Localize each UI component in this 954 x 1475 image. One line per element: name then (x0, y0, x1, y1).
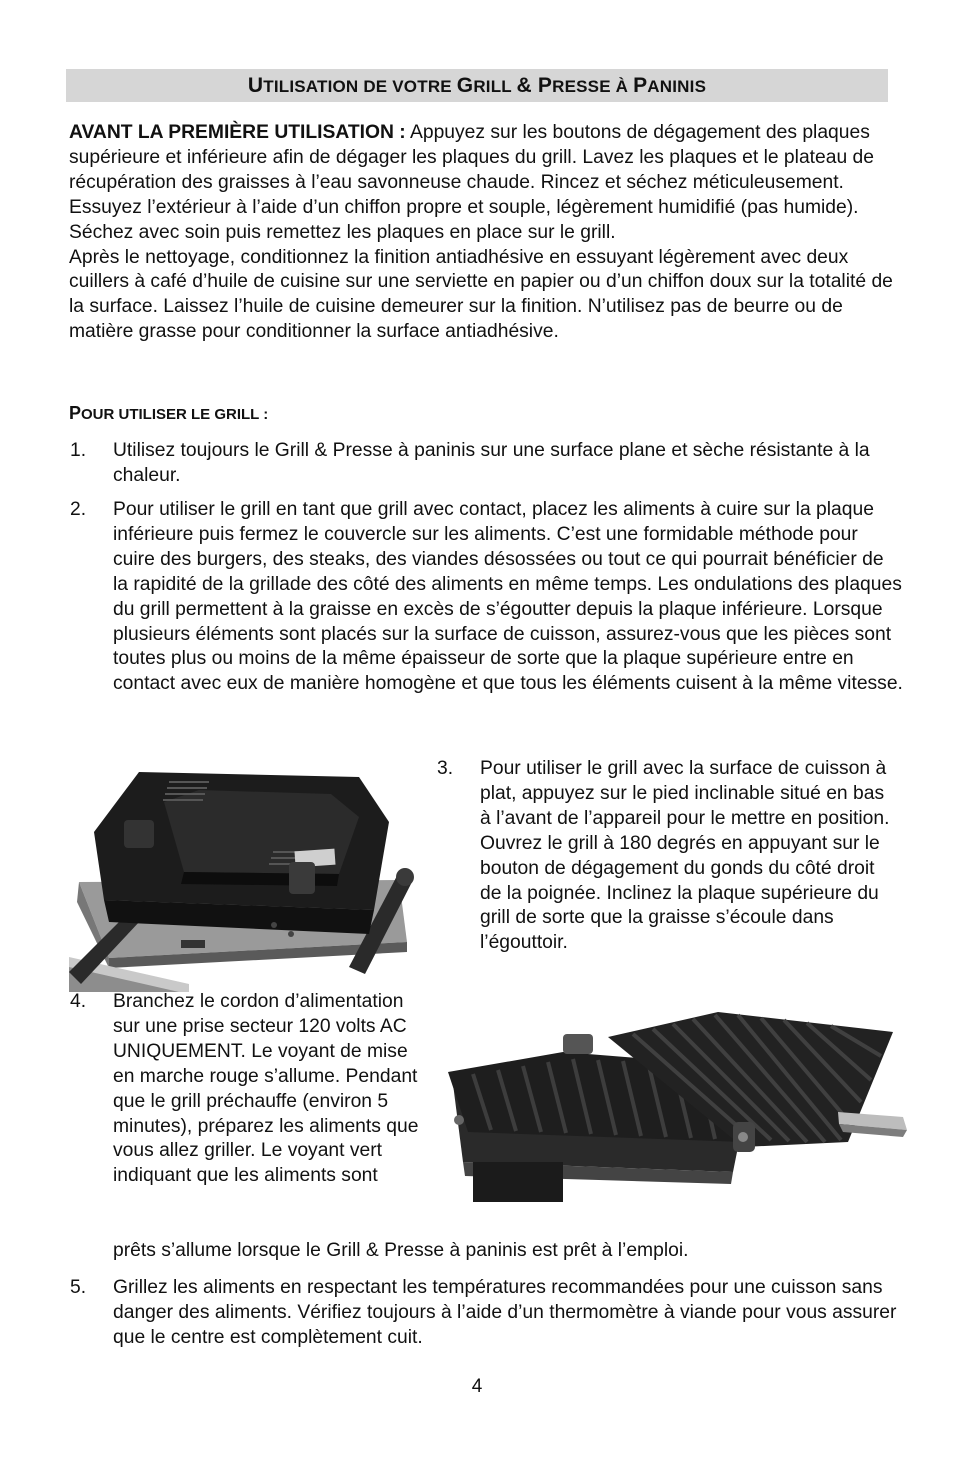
step-2-text: Pour utiliser le grill en tant que grill avec contact, placez les aliments à cuire sur la plaque inférieure puis fermez le couvercle sur les aliments. C’est une formidable méthode pour cuire des burgers, des steaks, des viandes désossées ou tout ce qui pourrait bénéficier de la rapidité de la grillade des côté des aliments en même temps. Les ondulations des plaques du grill permettent à la graisse en excès de s’égoutter depuis la plaque inférieure. Lorsque plusieurs éléments sont placés sur la surface de cuisson, assurez-vous que les pièces sont toutes plus ou moins de la même épaisseur de sorte que la plaque supérieure entre en contact avec eux de manière homogène et que tous les éléments cuisent à la même vitesse. (113, 499, 903, 695)
intro-label: AVANT LA PREMIÈRE UTILISATION : (69, 122, 406, 143)
grill-open-flat-image (443, 1012, 911, 1227)
step-2-number: 2. (70, 499, 87, 520)
step-3-text: Pour utiliser le grill avec la surface de cuisson à plat, appuyez sur le pied inclinable situé en bas à l’avant de l’appareil pour le mettre en position. Ouvrez le grill à 180 degrés en appuyant sur le bouton de dégagement du gonds du côté droit de la poignée. Inclinez la plaque supérieure du grill de sorte que la graisse s’écoule dans l’égouttoir. (480, 758, 890, 954)
subheading: POUR UTILISER LE GRILL : (69, 403, 269, 423)
step-4-text-continued: prêts s’allume lorsque le Grill & Presse à paninis est prêt à l’emploi. (113, 1240, 689, 1261)
step-1-number: 1. (70, 440, 87, 461)
grill-tilted-image (69, 762, 417, 992)
intro-text-2: Après le nettoyage, conditionnez la finition antiadhésive en essuyant légèrement avec deux cuillers à café d’huile de cuisine sur une serviette en papier ou d’un chiffon doux sur la totalité de la surface. Laissez l’huile de cuisine demeurer sur la finition. N’utilisez pas de beurre ou de matière grasse pour conditionner la surface antiadhésive. (69, 246, 893, 343)
section-title-bar (66, 69, 888, 102)
step-5-number: 5. (70, 1277, 87, 1298)
step-4-text: Branchez le cordon d’alimentation sur une prise secteur 120 volts AC UNIQUEMENT. Le voyant de mise en marche rouge s’allume. Pendant que le grill préchauffe (environ 5 minutes), préparez les aliments que vous allez griller. Le voyant vert indiquant que les aliments sont (113, 991, 419, 1187)
step-1-text: Utilisez toujours le Grill & Presse à paninis sur une surface plane et sèche résistante à la chaleur. (113, 440, 870, 486)
step-3-number: 3. (437, 758, 454, 779)
intro-text: Appuyez sur les boutons de dégagement des plaques supérieure et inférieure afin de dégager les plaques du grill. Lavez les plaques et le plateau de récupération des graisses à l’eau savonneuse chaude. Rincez et séchez méticuleusement. Essuyez l’extérieur à l’aide d’un chiffon propre et souple, légèrement humidifié (pas humide). Séchez avec soin puis remettez les plaques en place sur le grill. (69, 122, 874, 243)
page-number: 4 (471, 1376, 483, 1397)
section-title: UTILISATION DE VOTRE GRILL & PRESSE À PANINIS (247, 74, 707, 97)
step-5-text: Grillez les aliments en respectant les températures recommandées pour une cuisson sans danger des aliments. Vérifiez toujours à l’aide d’un thermomètre à viande pour vous assurer que le centre est complètement cuit. (113, 1277, 897, 1348)
intro-paragraph (69, 121, 894, 345)
step-4-number: 4. (70, 991, 87, 1012)
